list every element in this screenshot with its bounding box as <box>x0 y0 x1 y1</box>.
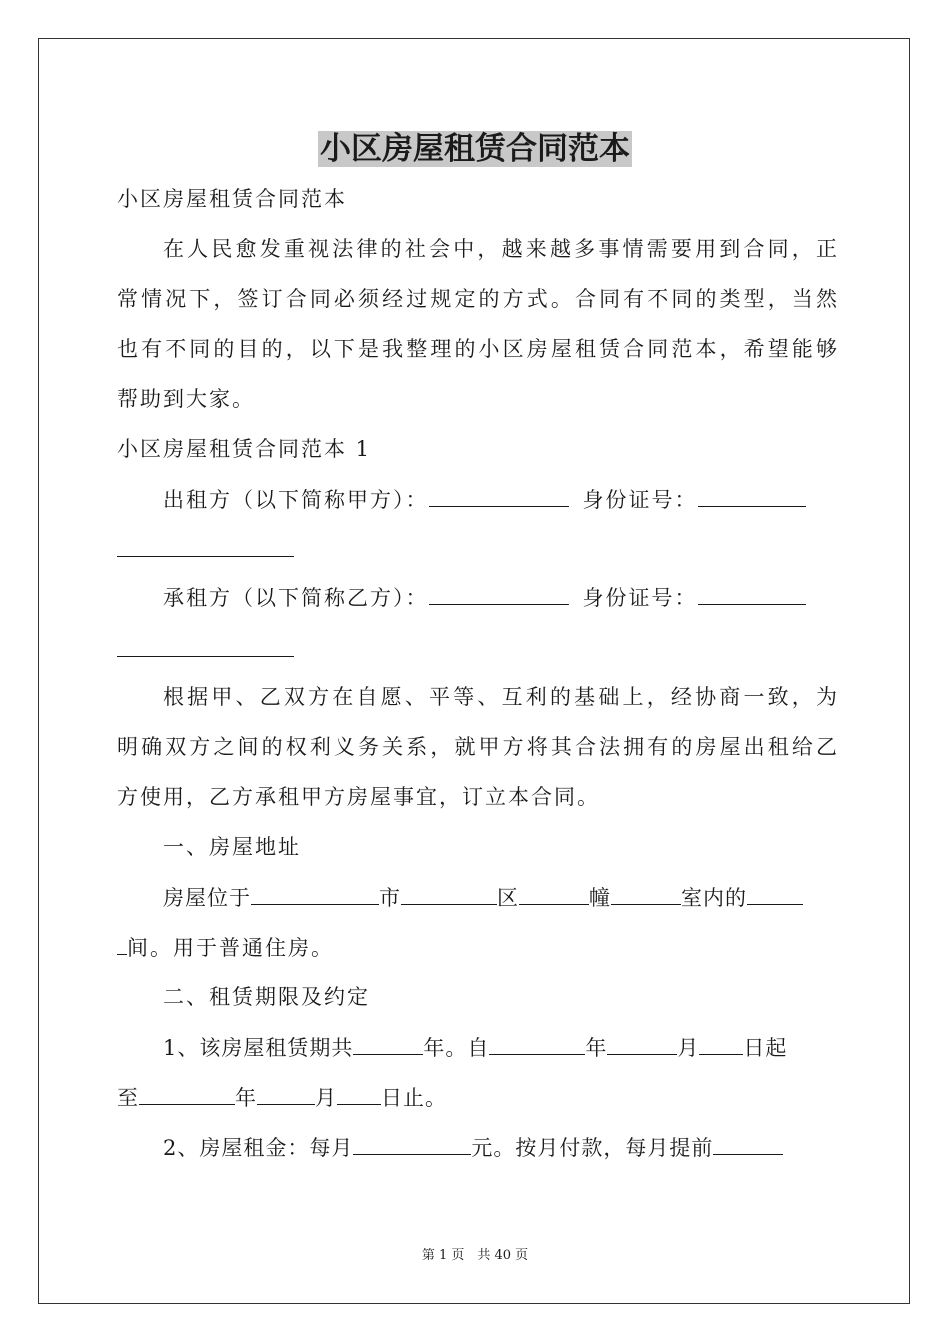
address-district-blank[interactable] <box>401 882 497 905</box>
address-room-blank[interactable] <box>611 882 681 905</box>
intro-paragraph-line-3: 也有不同的目的，以下是我整理的小区房屋租赁合同范本，希望能够 <box>117 337 837 361</box>
lease-start-month-blank[interactable] <box>607 1032 677 1055</box>
address-city-label: 市 <box>379 886 401 910</box>
lease-years-blank[interactable] <box>353 1032 423 1055</box>
address-room-label: 室内的 <box>681 886 747 910</box>
lessor-label: 出租方（以下简称甲方）： <box>163 488 429 512</box>
lease-end-year-label: 年 <box>235 1086 257 1110</box>
lease-end-month-label: 月 <box>315 1086 337 1110</box>
document-title-text: 小区房屋租赁合同范本 <box>320 131 630 167</box>
address-line-continued <box>117 932 837 963</box>
lease-end-month-blank[interactable] <box>257 1082 315 1105</box>
address-rooms-count-blank-continued[interactable] <box>117 932 127 955</box>
heading-house-address: 一、房屋地址 <box>163 835 301 859</box>
lessee-id-blank[interactable] <box>698 582 806 605</box>
lessor-name-blank[interactable] <box>429 484 569 507</box>
lessee-line <box>117 582 837 613</box>
lessee-label: 承租方（以下简称乙方）： <box>163 586 429 610</box>
lessee-id-label: 身份证号： <box>582 586 698 610</box>
rent-mid-label: 元。按月付款，每月提前 <box>471 1136 714 1160</box>
lease-term-prefix: 1、该房屋租赁期共 <box>163 1036 354 1060</box>
intro-paragraph-line-4: 帮助到大家。 <box>117 387 255 411</box>
rent-prefix: 2、房屋租金：每月 <box>163 1136 354 1160</box>
lease-term-line <box>117 1032 837 1063</box>
intro-paragraph-line-1: 在人民愈发重视法律的社会中，越来越多事情需要用到合同，正 <box>163 237 837 261</box>
address-district-label: 区 <box>497 886 519 910</box>
rent-amount-blank[interactable] <box>353 1132 471 1155</box>
page-border <box>38 38 910 1304</box>
rent-advance-days-blank[interactable] <box>713 1132 783 1155</box>
basis-paragraph-line-2: 明确双方之间的权利义务关系，就甲方将其合法拥有的房屋出租给乙 <box>117 735 837 759</box>
lessee-name-blank[interactable] <box>429 582 569 605</box>
address-rooms-count-blank[interactable] <box>747 882 803 905</box>
lease-end-day-blank[interactable] <box>337 1082 381 1105</box>
lessee-id-blank-continued[interactable] <box>117 656 294 657</box>
address-prefix: 房屋位于 <box>163 886 251 910</box>
address-building-label: 幢 <box>589 886 611 910</box>
lease-start-year-blank[interactable] <box>489 1032 585 1055</box>
address-line <box>117 882 837 913</box>
basis-paragraph-line-3: 方使用，乙方承租甲方房屋事宜，订立本合同。 <box>117 785 600 809</box>
document-title <box>0 127 950 171</box>
rent-line <box>117 1132 837 1163</box>
lease-term-from-label: 年。自 <box>423 1036 490 1060</box>
basis-paragraph-line-1: 根据甲、乙双方在自愿、平等、互利的基础上，经协商一致，为 <box>163 685 837 709</box>
lease-end-year-blank[interactable] <box>139 1082 235 1105</box>
lease-start-day-blank[interactable] <box>699 1032 743 1055</box>
lessor-id-label: 身份证号： <box>582 488 698 512</box>
section-heading-contract-1: 小区房屋租赁合同范本 1 <box>117 437 372 461</box>
address-city-blank[interactable] <box>251 882 379 905</box>
lease-start-day-label: 日起 <box>743 1036 788 1060</box>
lease-to-label: 至 <box>117 1086 139 1110</box>
lessor-id-blank-continued[interactable] <box>117 556 294 557</box>
heading-lease-term: 二、租赁期限及约定 <box>163 985 370 1009</box>
document-subtitle: 小区房屋租赁合同范本 <box>117 187 347 211</box>
lessor-line <box>117 484 837 515</box>
address-rooms-suffix: 间。用于普通住房。 <box>127 936 334 960</box>
page-number: 第 1 页 共 40 页 <box>421 1248 529 1263</box>
lease-end-day-label: 日止。 <box>381 1086 447 1110</box>
lease-start-year-label: 年 <box>585 1036 608 1060</box>
lease-start-month-label: 月 <box>677 1036 700 1060</box>
lease-end-line <box>117 1082 837 1113</box>
intro-paragraph-line-2: 常情况下，签订合同必须经过规定的方式。合同有不同的类型，当然 <box>117 287 837 311</box>
address-building-blank[interactable] <box>519 882 589 905</box>
lessor-id-blank[interactable] <box>698 484 806 507</box>
